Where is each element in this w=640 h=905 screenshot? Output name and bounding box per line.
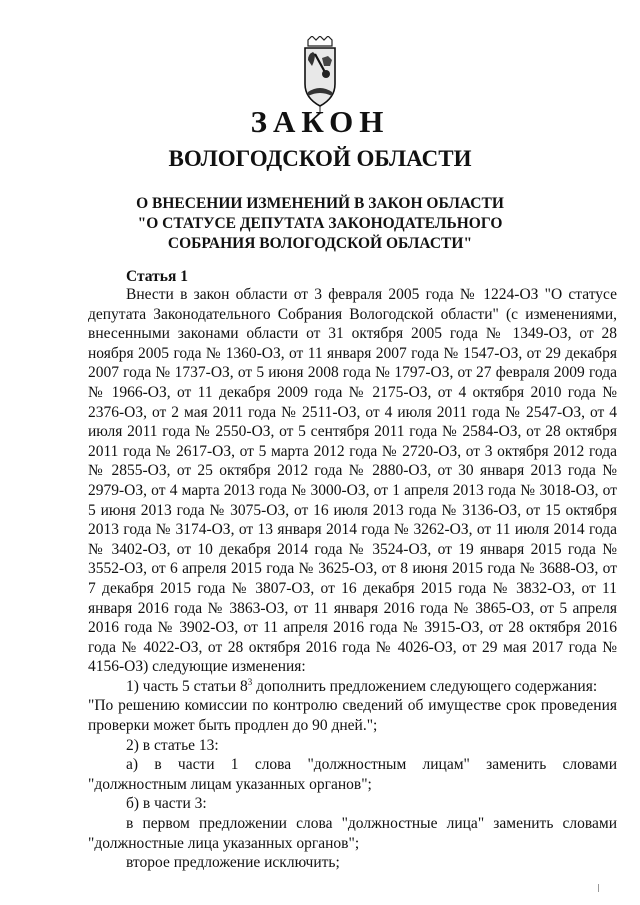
law-subject bbox=[90, 194, 550, 254]
vologda-coat-of-arms-icon bbox=[302, 36, 338, 112]
amendment-item-1 bbox=[88, 677, 617, 697]
amendment-item-2b2: второе предложение исключить; bbox=[126, 854, 340, 872]
amendment-item-2a: а) в части 1 слова "должностным лицам" заменить словами "должностным лицам указанных органов"; bbox=[88, 756, 617, 793]
amendment-item-2: 2) в статье 13: bbox=[126, 736, 219, 754]
superscript-3: 3 bbox=[247, 676, 253, 687]
amendment-item-2b: б) в части 3: bbox=[126, 795, 207, 813]
subject-line: СОБРАНИЯ ВОЛОГОДСКОЙ ОБЛАСТИ" bbox=[167, 235, 473, 252]
margin-mark bbox=[598, 884, 599, 892]
law-title: ЗАКОН bbox=[250, 104, 390, 139]
amendment-item-1-text-end: дополнить предложением следующего содержания: bbox=[252, 677, 598, 695]
amendment-item-1-text: 1) часть 5 статьи 8 bbox=[126, 677, 248, 695]
article-heading: Статья 1 bbox=[126, 268, 188, 285]
region-title: ВОЛОГОДСКОЙ ОБЛАСТИ bbox=[168, 146, 472, 171]
article-body bbox=[88, 285, 617, 873]
article-intro: Внести в закон области от 3 февраля 2005 года № 1224-ОЗ "О статусе депутата Законодательного Собрания Вологодской области" (с изменениями, внесенными законами области от 31 октября 2005 года № 1349-ОЗ, от 28 ноября 2005 года № 1360-ОЗ, от 11 января 2007 года № 1547-ОЗ, от 29 декабря 2007 года № 1737-ОЗ, от 5 июня 2008 года № 1797-ОЗ, от 27 февраля 2009 года № 1966-ОЗ, от 11 декабря 2009 года № 2175-ОЗ, от 4 октября 2010 года № 2376-ОЗ, от 2 мая 2011 года № 2511-ОЗ, от 4 июля 2011 года № 2547-ОЗ, от 4 июля 2011 года № 2550-ОЗ, от 5 сентября 2011 года № 2584-ОЗ, от 28 октября 2011 года № 2617-ОЗ, от 5 марта 2012 года № 2720-ОЗ, от 3 октября 2012 года № 2855-ОЗ, от 25 октября 2012 года № 2880-ОЗ, от 30 января 2013 года № 2979-ОЗ, от 4 марта 2013 года № 3000-ОЗ, от 1 апреля 2013 года № 3018-ОЗ, от 5 июня 2013 года № 3075-ОЗ, от 16 июля 2013 года № 3136-ОЗ, от 15 октября 2013 года № 3174-ОЗ, от 13 января 2014 года № 3262-ОЗ, от 11 июля 2014 года № 3402-ОЗ, от 10 декабря 2014 года № 3524-ОЗ, от 19 января 2015 года № 3552-ОЗ, от 6 апреля 2015 года № 3625-ОЗ, от 8 июня 2015 года № 3688-ОЗ, от 7 декабря 2015 года № 3807-ОЗ, от 16 декабря 2015 года № 3832-ОЗ, от 11 января 2016 года № 3863-ОЗ, от 11 января 2016 года № 3865-ОЗ, от 5 апреля 2016 года № 3902-ОЗ, от 11 апреля 2016 года № 3915-ОЗ, от 28 октября 2016 года № 4022-ОЗ, от 28 октября 2016 года № 4026-ОЗ, от 29 мая 2017 года № 4156-ОЗ) следующие изменения: bbox=[88, 286, 617, 676]
subject-line: "О СТАТУСЕ ДЕПУТАТА ЗАКОНОДАТЕЛЬНОГО bbox=[137, 215, 503, 232]
subject-line: О ВНЕСЕНИИ ИЗМЕНЕНИЙ В ЗАКОН ОБЛАСТИ bbox=[136, 195, 504, 212]
amendment-item-1-quote: "По решению комиссии по контролю сведений об имуществе срок проведения проверки может быть продлен до 90 дней."; bbox=[88, 697, 617, 735]
amendment-item-2b1: в первом предложении слова "должностные лица" заменить словами "должностные лица указанных органов"; bbox=[88, 815, 617, 852]
